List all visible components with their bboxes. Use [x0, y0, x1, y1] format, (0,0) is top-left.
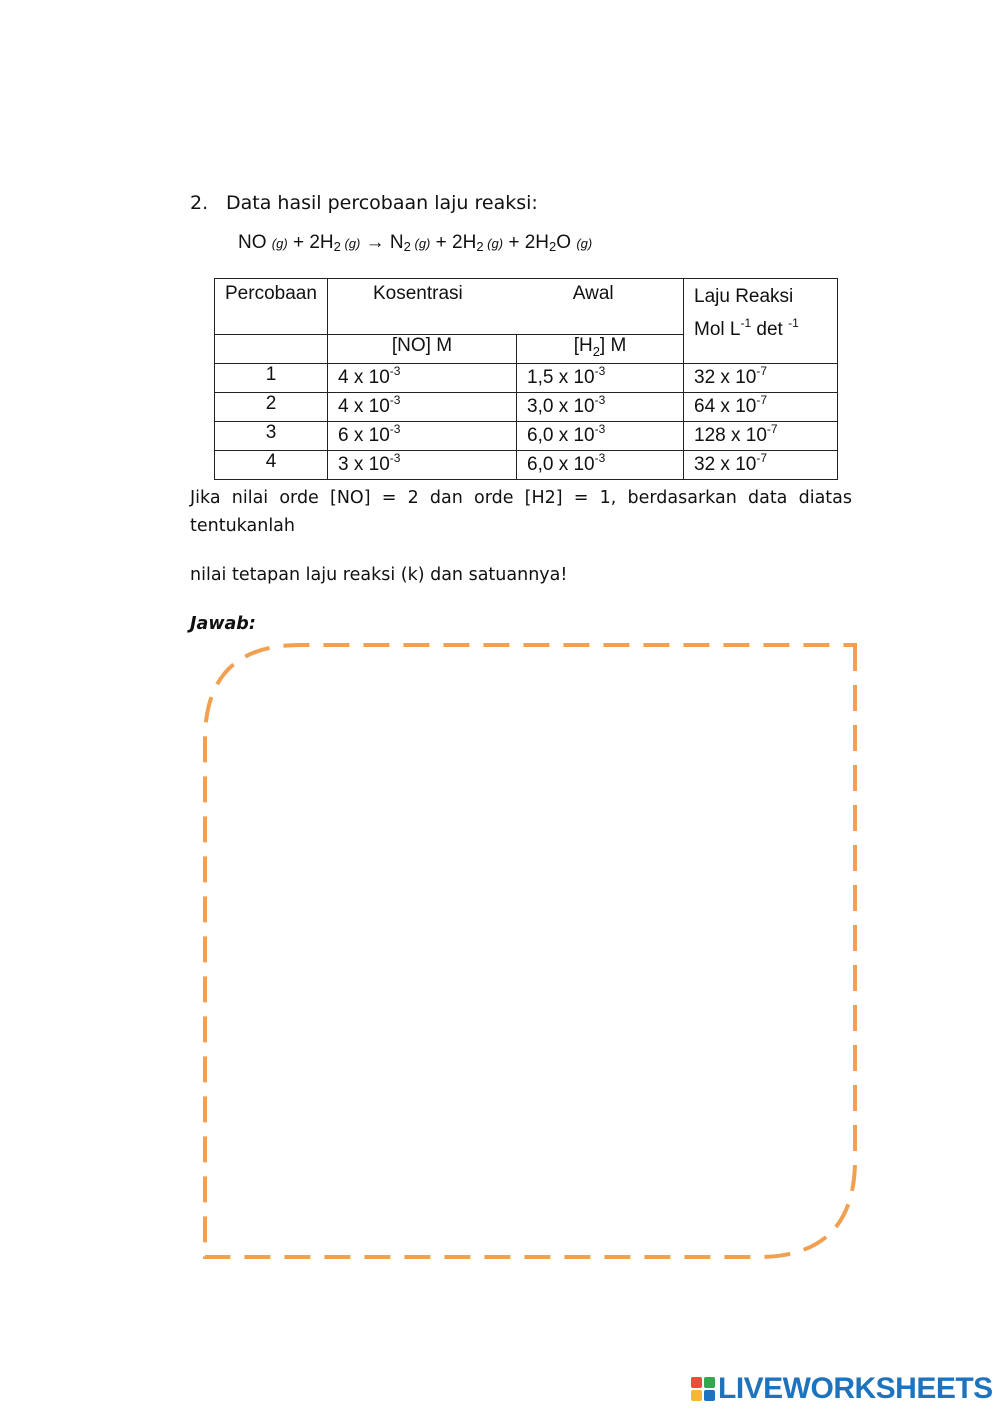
instruction-line-3: nilai tetapan laju reaksi (k) dan satuannya!: [190, 565, 568, 585]
instruction-line-1: Jika nilai orde [NO] = 2 dan orde [H2] = 1, berdasarkan data diatas: [190, 488, 852, 508]
subheader-h2-text: ] M: [599, 335, 627, 356]
liveworksheets-logo-text: LIVEWORKSHEETS: [718, 1372, 993, 1405]
cell-value: 6,0 x 10: [527, 454, 595, 475]
eq-subscript: 2: [549, 239, 557, 254]
header-kosentrasi: Kosentrasi: [373, 283, 463, 304]
cell-value: 6,0 x 10: [527, 425, 595, 446]
cell-value: 128 x 10: [694, 425, 767, 446]
header-awal: Awal: [572, 283, 614, 304]
cell-exp: -3: [594, 451, 606, 465]
eq-state: (g): [483, 236, 504, 251]
question-number: 2.: [190, 192, 209, 214]
header-laju-line1: Laju Reaksi: [694, 286, 794, 307]
cell-exp: -3: [389, 364, 401, 378]
cell-value: 32 x 10: [694, 454, 757, 475]
cell-value: 3,0 x 10: [527, 396, 595, 417]
cell-exp: -3: [389, 393, 401, 407]
cell-value: 3 x 10: [338, 454, 390, 475]
cell-percobaan: 3: [215, 422, 328, 451]
cell-exp: -3: [594, 422, 606, 436]
cell-exp: -7: [756, 451, 767, 465]
cell-exp: -3: [389, 451, 401, 465]
subheader-no: [NO] M: [328, 335, 517, 364]
eq-part: + 2H: [503, 232, 550, 253]
cell-exp: -3: [594, 393, 606, 407]
answer-label: Jawab:: [190, 614, 256, 634]
cell-value: 1,5 x 10: [527, 367, 595, 388]
header-laju-exp: -1: [740, 316, 752, 330]
eq-state: (g): [410, 236, 431, 251]
header-percobaan: Percobaan: [215, 279, 328, 335]
liveworksheets-logo: [690, 1373, 993, 1405]
cell-exp: -7: [766, 422, 778, 436]
cell-percobaan: 2: [215, 393, 328, 422]
cell-value: 4 x 10: [338, 396, 390, 417]
instruction-line-2: tentukanlah: [190, 516, 295, 536]
cell-exp: -7: [756, 393, 767, 407]
eq-part: NO: [238, 232, 272, 253]
header-laju-unit: Mol L: [694, 319, 741, 340]
eq-part: + 2H: [287, 232, 334, 253]
eq-part: + 2H: [430, 232, 477, 253]
cell-value: 32 x 10: [694, 367, 757, 388]
eq-state: (g): [576, 236, 593, 251]
cell-value: 4 x 10: [338, 367, 390, 388]
cell-percobaan: 1: [215, 364, 328, 393]
eq-part: O: [556, 232, 577, 253]
question-title: Data hasil percobaan laju reaksi:: [226, 192, 538, 214]
cell-exp: -3: [389, 422, 401, 436]
eq-subscript: 2: [333, 239, 341, 254]
cell-percobaan: 4: [215, 451, 328, 480]
cell-exp: -7: [756, 364, 767, 378]
header-laju-unit: det: [751, 319, 789, 340]
cell-value: 6 x 10: [338, 425, 390, 446]
liveworksheets-logo-icon: [690, 1376, 716, 1402]
cell-exp: -3: [594, 364, 606, 378]
header-laju-exp: -1: [788, 316, 799, 330]
eq-part: → N: [360, 232, 404, 253]
eq-state: (g): [271, 236, 288, 251]
subheader-h2-text: [H: [573, 335, 593, 356]
answer-box-border: [205, 645, 855, 1257]
cell-value: 64 x 10: [694, 396, 757, 417]
eq-subscript: 2: [476, 239, 484, 254]
subheader-h2-sub: 2: [592, 343, 600, 359]
eq-subscript: 2: [403, 239, 411, 254]
eq-state: (g): [340, 236, 361, 251]
